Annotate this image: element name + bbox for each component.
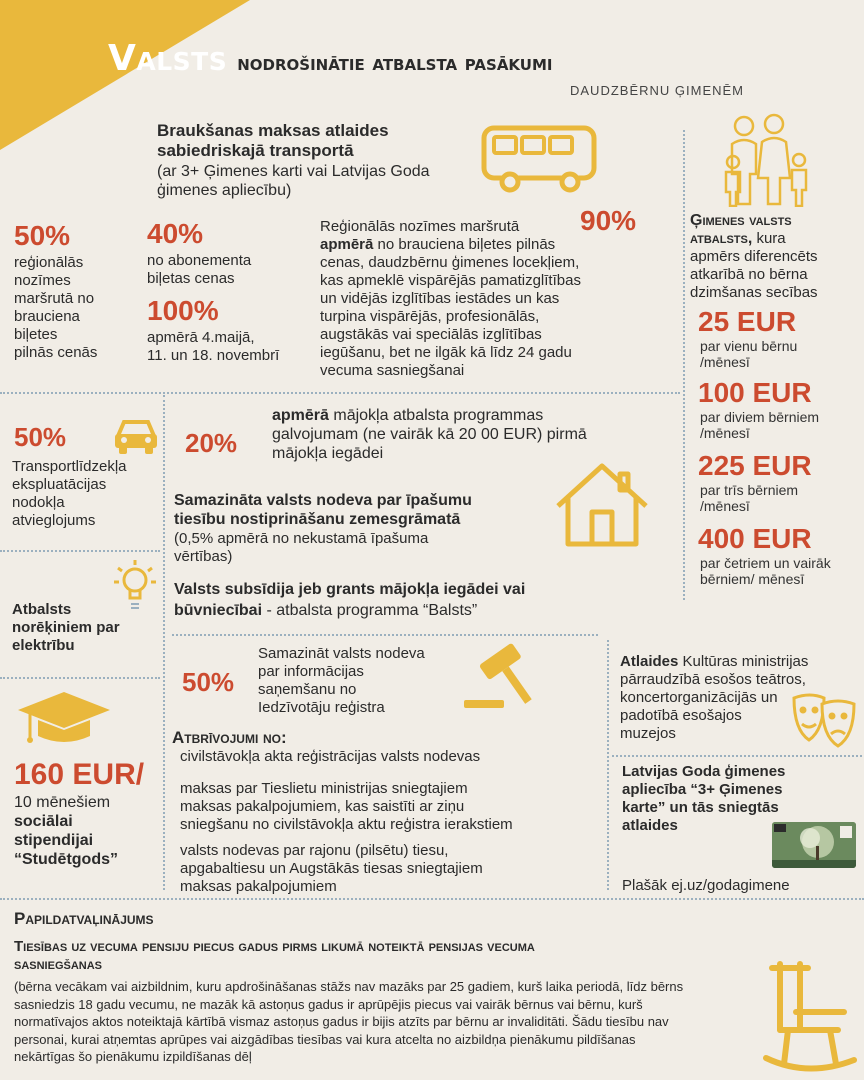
family-amount-3: 225 EUR par trīs bērniem /mēnesī (698, 450, 812, 514)
title-rest: nodrošinātie atbalsta pasākumi (237, 51, 553, 76)
housing-text: apmērā mājokļa atbalsta programmas galvojumam (ne vairāk kā 20 00 EUR) pirmā mājokļa iegādei (272, 407, 587, 462)
pension-body: (bērna vecākam vai aizbildnim, kuru apdrošināšanas stāžs nav mazāks par 25 gadiem, kurš laika periodā, līdz bērns sasniedzis 18 gadu vecumu, ne mazāk kā astoņus gadus ir aprūpējis piecus vai vairāk bērnus vai bērnu, kurš normatīvajos aktos noteiktajā kārtībā vismaz astoņus gadus ir bijis atzīts par bērnu ar invaliditāti. Šādu tiesību nav personai, kurai atņemtas aprūpes vai aizgādības tiesības vai kura atcelta no aizbildņa pienākumu pildīšanas nekārtīgas šo pienākumu izpildīšanas dēļ (14, 979, 684, 1064)
bus-icon (480, 122, 600, 194)
transport-heading: Braukšanas maksas atlaides sabiedriskajā transportā (157, 121, 389, 160)
transport-40: 40% no abonementa biļetas cenas (147, 218, 252, 287)
gavel-icon (456, 636, 556, 716)
subsidy-line2: būvniecībai - atbalsta programma “Balsts” (174, 602, 478, 619)
vehicle-value: 50% (14, 422, 67, 452)
divider (0, 677, 160, 679)
pension-heading: Tiesības uz vecuma pensiju piecus gadus pirms likumā noteiktā pensijas vecuma sasniegšanas (14, 938, 535, 973)
family-icon (722, 112, 812, 207)
transport-90-text: Reģionālās nozīmes maršrutā apmērā no brauciena biļetes pilnās cenas, daudzbērnu ģimenes locekļiem, kas apmeklē vispārējās pamatizglītības un vidējās izglītības iestādes un kas turpina vispārējās, profesionālās, augstākās vai speciālās izglītības iegūšanu, bet ne ilgāk kā līdz 24 gadu vecuma sasniegšanai (320, 218, 581, 379)
electricity-text: Atbalsts norēķiniem par elektrību (12, 601, 120, 654)
title-first: Valsts (108, 38, 228, 79)
honor-family-heading: Latvijas Goda ģimenes apliecība “3+ Ģimenes karte” un tās sniegtās atlaides (622, 763, 786, 834)
culture-text: Atlaides Kultūras ministrijas pārraudzībā esošos teātros, koncertorganizācijās un padotībā esošajos muzejos (620, 653, 809, 742)
divider (0, 550, 160, 552)
divider (612, 755, 862, 757)
divider (0, 898, 864, 900)
house-icon (552, 460, 652, 550)
transport-90-value: 90% (580, 205, 637, 236)
divider (683, 130, 685, 600)
exemptions-heading: Atbrīvojumi no: (172, 728, 287, 747)
theater-masks-icon (790, 690, 860, 750)
divider (607, 640, 609, 890)
housing-value: 20% (185, 428, 238, 458)
family-support-heading: Ģimenes valsts atbalsts, kura apmērs diferencēts atkarībā no bērna dzimšanas secības (690, 212, 818, 301)
exemption-item-1: civilstāvokļa akta reģistrācijas valsts nodevas (180, 748, 481, 765)
vehicle-text: Transportlīdzekļa ekspluatācijas nodokļa atvieglojums (12, 458, 127, 529)
graduation-cap-icon (14, 688, 114, 748)
stipend-text: 10 mēnešiem sociālai stipendijai “Studētgods” (14, 794, 118, 868)
transport-50: 50% reģionālās nozīmes maršrutā no brauciena biļetes pilnās cenās (14, 220, 98, 361)
fee-heading: Samazināta valsts nodeva par īpašumu tiesību nostiprināšanu zemesgrāmatā (174, 492, 472, 528)
transport-50-text: reģionālās nozīmes maršrutā no brauciena biļetes pilnās cenās (14, 254, 98, 361)
register-text: Samazināt valsts nodeva par informācijas saņemšanu no Iedzīvotāju reģistra (258, 645, 425, 716)
transport-100: 100% apmērā 4.maijā, 11. un 18. novembrī (147, 295, 280, 364)
transport-subheading: (ar 3+ Ģimenes karti vai Latvijas Goda ģimenes apliecību) (157, 163, 430, 199)
honor-family-link[interactable]: Plašāk ej.uz/godagimene (622, 877, 790, 894)
stipend-value: 160 EUR/ (14, 758, 145, 791)
divider (163, 395, 165, 890)
family-amount-2: 100 EUR par diviem bērniem /mēnesī (698, 377, 820, 441)
additional-heading: Papildatvaļinājums (14, 909, 154, 928)
page-title (108, 38, 552, 79)
exemption-item-2: maksas par Tieslietu ministrijas sniegtajiem maksas pakalpojumiem, kas saistīti ar ziņu sniegšanu no civilstāvokļa aktu reģistra ierakstiem (180, 780, 513, 833)
rocking-chair-icon (760, 960, 860, 1078)
family-card-image (772, 822, 856, 868)
family-amount-1: 25 EUR par vienu bērnu /mēnesī (698, 306, 798, 370)
exemption-item-3: valsts nodevas par rajonu (pilsētu) tiesu, apgabaltiesu un Augstākās tiesas sniegtajiem maksas pakalpojumiem (180, 842, 483, 895)
register-value: 50% (182, 667, 235, 697)
fee-sub: (0,5% apmērā no nekustamā īpašuma vērtības) (174, 530, 429, 565)
family-amount-4: 400 EUR par četriem un vairāk bērniem/ mēnesī (698, 523, 831, 587)
subsidy-line1: Valsts subsīdija jeb grants mājokļa iegādei vai (174, 581, 526, 598)
divider (0, 392, 680, 394)
car-icon (112, 416, 160, 456)
page-subtitle: DAUDZBĒRNU ĢIMENĒM (570, 83, 745, 98)
